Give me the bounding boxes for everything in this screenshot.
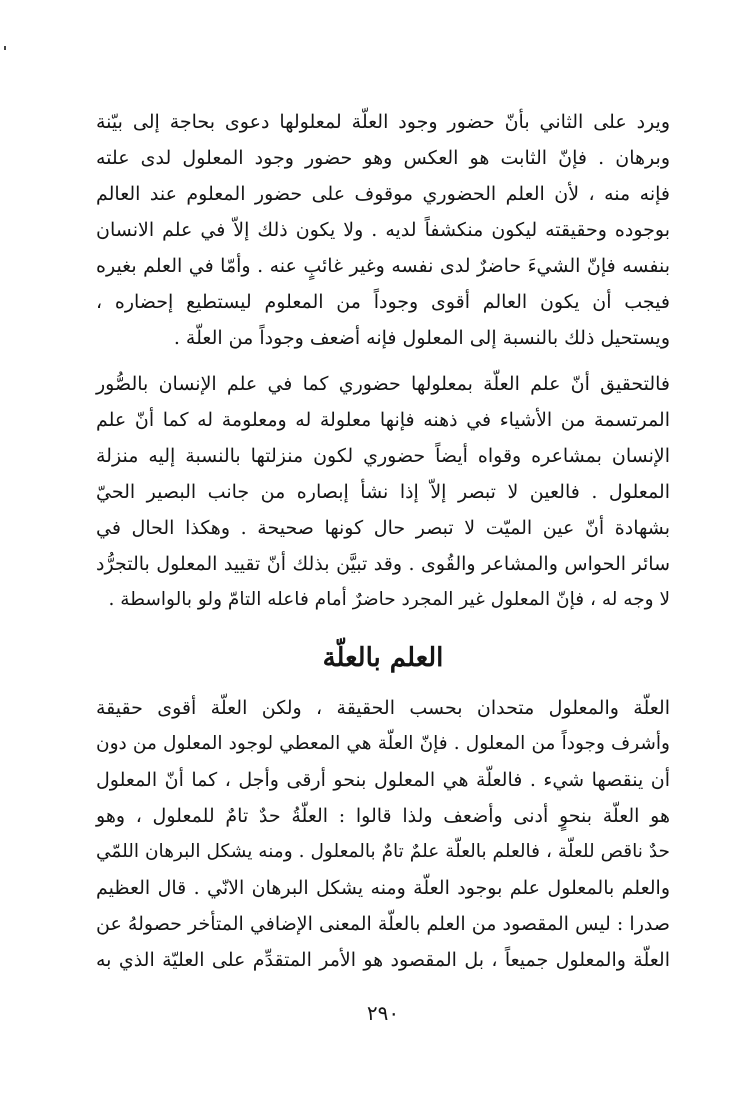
text-line: فيجب أن يكون العالم أقوى وجوداً من المعلوم ليستطيع إحضاره ، [96, 291, 670, 313]
text-line: هو العلّة بنحوٍ أدنى وأضعف ولذا قالوا : العلّةُ حدٌ تامٌ للمعلول ، وهو [96, 805, 670, 827]
text-line: صدرا : ليس المقصود من العلم بالعلّة المعنى الإضافي المتأخر حصولهُ عن [96, 913, 670, 935]
text-line: فالتحقيق أنّ علم العلّة بمعلولها حضوري كما في علم الإنسان بالصُّور [96, 373, 670, 395]
text-line: بنفسه فإنّ الشيءَ حاضرٌ لدى نفسه وغير غائبٍ عنه . وأمّا في العلم بغيره [96, 255, 670, 277]
section-heading: العلم بالعلّة [322, 643, 444, 673]
text-line: العلّة والمعلول جميعاً ، بل المقصود هو الأمر المتقدِّم على العليّة الذي به [96, 949, 670, 971]
paragraph-1 [96, 104, 670, 356]
text-line: والعلم بالمعلول علم بوجود العلّة ومنه يشكل البرهان الانّي . قال العظيم [96, 877, 670, 899]
margin-mark [4, 46, 6, 50]
text-line: بشهادة أنّ عين الميّت لا تبصر حال كونها صحيحة . وهكذا الحال في [96, 517, 670, 539]
text-line: ويرد على الثاني بأنّ حضور وجود العلّة لمعلولها دعوى بحاجة إلى بيّنة [96, 111, 670, 133]
text-line: الإنسان بمشاعره وقواه أيضاً حضوري لكون منزلتها بالنسبة إليه منزلة [96, 445, 670, 467]
text-line: سائر الحواس والمشاعر والقُوى . وقد تبيَّن بذلك أنّ تقييد المعلول بالتجرُّد [96, 553, 670, 575]
text-line: العلّة والمعلول متحدان بحسب الحقيقة ، ولكن العلّة أقوى حقيقة [96, 697, 670, 719]
page-number: ٢٩٠ [366, 1001, 400, 1025]
paragraph-2 [96, 366, 670, 618]
text-line: ويستحيل ذلك بالنسبة إلى المعلول فإنه أضعف وجوداً من العلّة . [173, 327, 670, 349]
text-line: فإنه منه ، لأن العلم الحضوري موقوف على حضور المعلوم عند العالم [96, 183, 670, 205]
paragraph-3 [96, 690, 670, 978]
text-line: المعلول . فالعين لا تبصر إلاّ إذا نشأ إبصاره من جانب البصير الحيّ [96, 481, 670, 503]
text-line: أن ينقصها شيء . فالعلّة هي المعلول بنحو أرقى وأجل ، كما أنّ المعلول [96, 769, 670, 791]
text-line: وبرهان . فإنّ الثابت هو العكس وهو حضور وجود المعلول لدى علته [96, 147, 670, 169]
text-line: حدٌ ناقص للعلّة ، فالعلم بالعلّة علمٌ تامٌ بالمعلول . ومنه يشكل البرهان اللمّي [96, 841, 670, 862]
text-line: لا وجه له ، فإنّ المعلول غير المجرد حاضرٌ أمام فاعله التامّ ولو بالواسطة . [108, 589, 670, 610]
text-line: وأشرف وجوداً من المعلول . فإنّ العلّة هي المعطي لوجود المعلول من دون [96, 733, 670, 754]
text-line: المرتسمة من الأشياء في ذهنه فإنها معلولة له ومعلومة له كما أنّ علم [96, 409, 670, 431]
text-line: بوجوده وحقيقته ليكون منكشفاً لديه . ولا يكون ذلك إلاّ في علم الانسان [96, 219, 670, 241]
